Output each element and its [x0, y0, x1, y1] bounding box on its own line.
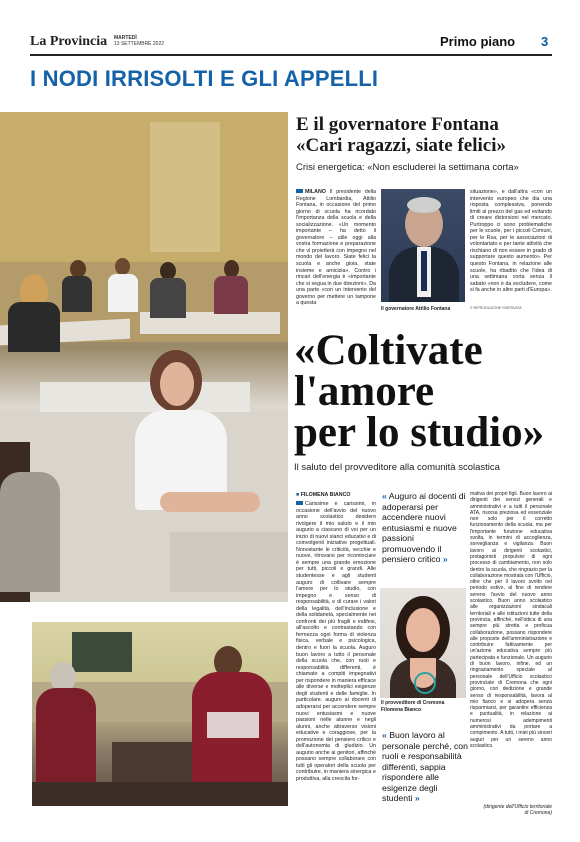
- fontana-headline: [296, 114, 552, 156]
- section-title: Primo piano: [440, 34, 516, 49]
- lead-marker: [296, 501, 303, 505]
- fontana-column-2: [470, 189, 552, 294]
- fontana-col2-text: situazione», e dall'altra «con un intervento europeo che dia una risposta complessiva, ponendo limiti al prezzo del gas ed evitando di creare distorsioni nel mercato. Purtroppo ci sono problematiche per le scuole, per i piccoli Comuni, per le Rsa, per le associazioni di volontariato e per tante attività che rischiano di non essere in grado di supportare questo aumento». Per questo Fontana, in relazione alle scuole, ha ribadito che l'idea di una settimana corta senza il sabato «non è da escludere, come si fa anche in altre parti d'Europa».: [470, 189, 552, 294]
- bianco-caption-line2: Filomena Bianco: [381, 706, 422, 713]
- classroom-photo: [0, 112, 288, 602]
- main-col3-text: mativa dei propri figli. Buon lavoro ai dirigenti dei servizi generali e amministrativi e a tutti il personale ATA, risorsa preziosa ed essenziale non solo per il corretto funzionamento della scuola, ma per l'importante funzione educativa svolta, in termini di accoglienza, sorveglianza e vigilanza. Buon lavoro ai dirigenti scolastici, protagonisti propulsivi di ogni processo di cambiamento, non solo dentro la scuola, che ringrazio per la collaborazione mostrata con l'Ufficio, oltre che per il lavoro svolto nel periodo estivo, al fine di rendere sereno l'avvio del nuovo anno scolastico. Buon anno scolastico alle organizzazioni sindacali territoriali e alle istituzioni tutte della provincia, affinché, nell'ottica di una sempre più stretta e proficua collaborazione, possano rispondere alle proposte dell'amministrazione e contribuire fattivamente per un'azione educativa sempre più partecipata e funzionale. Un augurio di buon lavoro, infine, ed un ringraziamento speciale al personale dell'Ufficio scolastico provinciale di Cremona che ogni giorno, con dedizione e grande senso di responsabilità, lavora al mio fianco e si adopera senza risparmiarsi, per garantire efficienza e puntualità, in relazione ai numerosi adempimenti amministrativi da portare a compimento. A tutti, i miei più sinceri auguri per un sereno anno scolastico.: [470, 491, 552, 749]
- main-headline-line2: l'amore: [294, 368, 435, 415]
- issue-date: [114, 35, 164, 47]
- bianco-photo-caption: [381, 700, 444, 713]
- fontana-dateline: MILANO: [305, 189, 326, 195]
- quote2-close-mark: »: [414, 793, 420, 803]
- fontana-headline-line1: E il governatore Fontana: [296, 114, 499, 135]
- signature-line2: di Cremona): [524, 810, 552, 816]
- signature-note: [470, 804, 552, 816]
- fontana-col1-text: Il presidente della Regione Lombardia, Attilio Fontana, in occasione del primo giorno di scuola ha ricordato l'importanza della scuola e della socializzazione. «Un momento importante – ha detto il governatore – utile oggi alla vostra formazione e preparazione che vi proietterà con impegno nel mondo del lavoro. Siate felici la scuola e anche gioia, state insieme e amicizia». Contro i rincari dell'energia è «importante che si segua in due direzioni». Da una parte «con un intervento del governo per mettere un tampone a questa: [296, 189, 376, 307]
- students-back-photo: [32, 622, 288, 806]
- issue-weekday: MARTEDÌ: [114, 35, 137, 41]
- newspaper-name: La Provincia: [30, 34, 108, 49]
- main-headline-line1: «Coltivate: [294, 327, 483, 374]
- byline-author: FILOMENA BIANCO: [300, 492, 351, 498]
- quote2-open-mark: «: [382, 730, 387, 740]
- fontana-headline-line2: «Cari ragazzi, siate felici»: [296, 135, 506, 156]
- main-headline: [294, 327, 554, 456]
- pull-quote-1-text: Auguro ai docenti di adoperarsi per accendere nuovi entusiasmi e nuove passioni promuovendo il pensiero critico: [382, 491, 466, 564]
- main-byline: [296, 492, 351, 498]
- main-column-3: [470, 491, 552, 749]
- quote-close-mark: »: [442, 554, 448, 564]
- page-banner: I NODI IRRISOLTI E GLI APPELLI: [30, 66, 379, 91]
- page-number: 3: [541, 34, 549, 49]
- dateline-marker: [296, 189, 303, 193]
- quote-open-mark: «: [382, 491, 387, 501]
- main-headline-line3: per lo studio»: [294, 409, 545, 456]
- fontana-subhead: Crisi energetica: «Non escluderei la settimana corta»: [296, 162, 519, 173]
- main-col1-text: Carissime e carissimi, in occasione dell'avvio del nuovo anno scolastico desidero rivolgere il mio saluto e il mio augurio a ciascuno di voi per un inizio di nuovi slanci educativi e di coinvolgenti iniziative progettuali. Nonostante le criticità, vecchie e nuove, ritrovarsi per ricominciare è sempre una grande emozione per tutti, piccoli e grandi. Alle studentesse e agli studenti auguro di coltivare sempre l'amore per lo studio, con impegno e senso di responsabilità, e di curare i valori della legalità, dell'inclusione e della solidarietà, specialmente nei confronti dei più fragili e indifesi, all'ascolto e contrastando con fermezza ogni forma di violenza fisica, verbale e psicologica, dentro e fuori la scuola. Auguro buon lavoro a tutto il personale della scuola che, con ruoli e responsabilità differenti, è chiamato a compiti impegnativi per rispondere in maniera efficace alle diverse e molteplici esigenze degli studenti e delle famiglie. In particolare, auguro ai docenti di adoperarsi per accendere sempre nuovi entusiasmi e nuove passioni nelle alunne e negli alunni, anche attraverso visioni educative e coraggiose, per la promozione del pensiero critico e dell'autonomia di giudizio. Un augurio anche ai genitori, affinché possano sempre collaborare con tutti gli operatori della scuola per contribuire, in maniera sinergica e produttiva, alla crescita for-: [296, 501, 376, 782]
- fontana-photo: [381, 189, 465, 302]
- bianco-photo: [380, 588, 466, 698]
- pull-quote-2: [382, 730, 468, 804]
- fontana-column-1: [296, 189, 376, 307]
- main-column-1: [296, 501, 376, 783]
- main-subhead: Il saluto del provveditore alla comunità scolastica: [294, 462, 500, 473]
- fontana-photo-caption: Il governatore Attilio Fontana: [381, 306, 451, 312]
- pull-quote-1: [382, 491, 468, 565]
- pull-quote-2-text: Buon lavoro al personale perché, con ruoli e responsabilità differenti, sappia rispondere alle esigenze degli studenti: [382, 730, 468, 803]
- signature-line1: (dirigente dell'Ufficio territoriale: [483, 804, 552, 810]
- issue-date-text: 13 SETTEMBRE 2022: [114, 41, 165, 47]
- fontana-credit: © RIPRODUZIONE RISERVATA: [470, 306, 522, 310]
- bianco-caption-line1: Il provveditore di Cremona: [381, 700, 445, 706]
- byline-marker: ■: [296, 492, 300, 498]
